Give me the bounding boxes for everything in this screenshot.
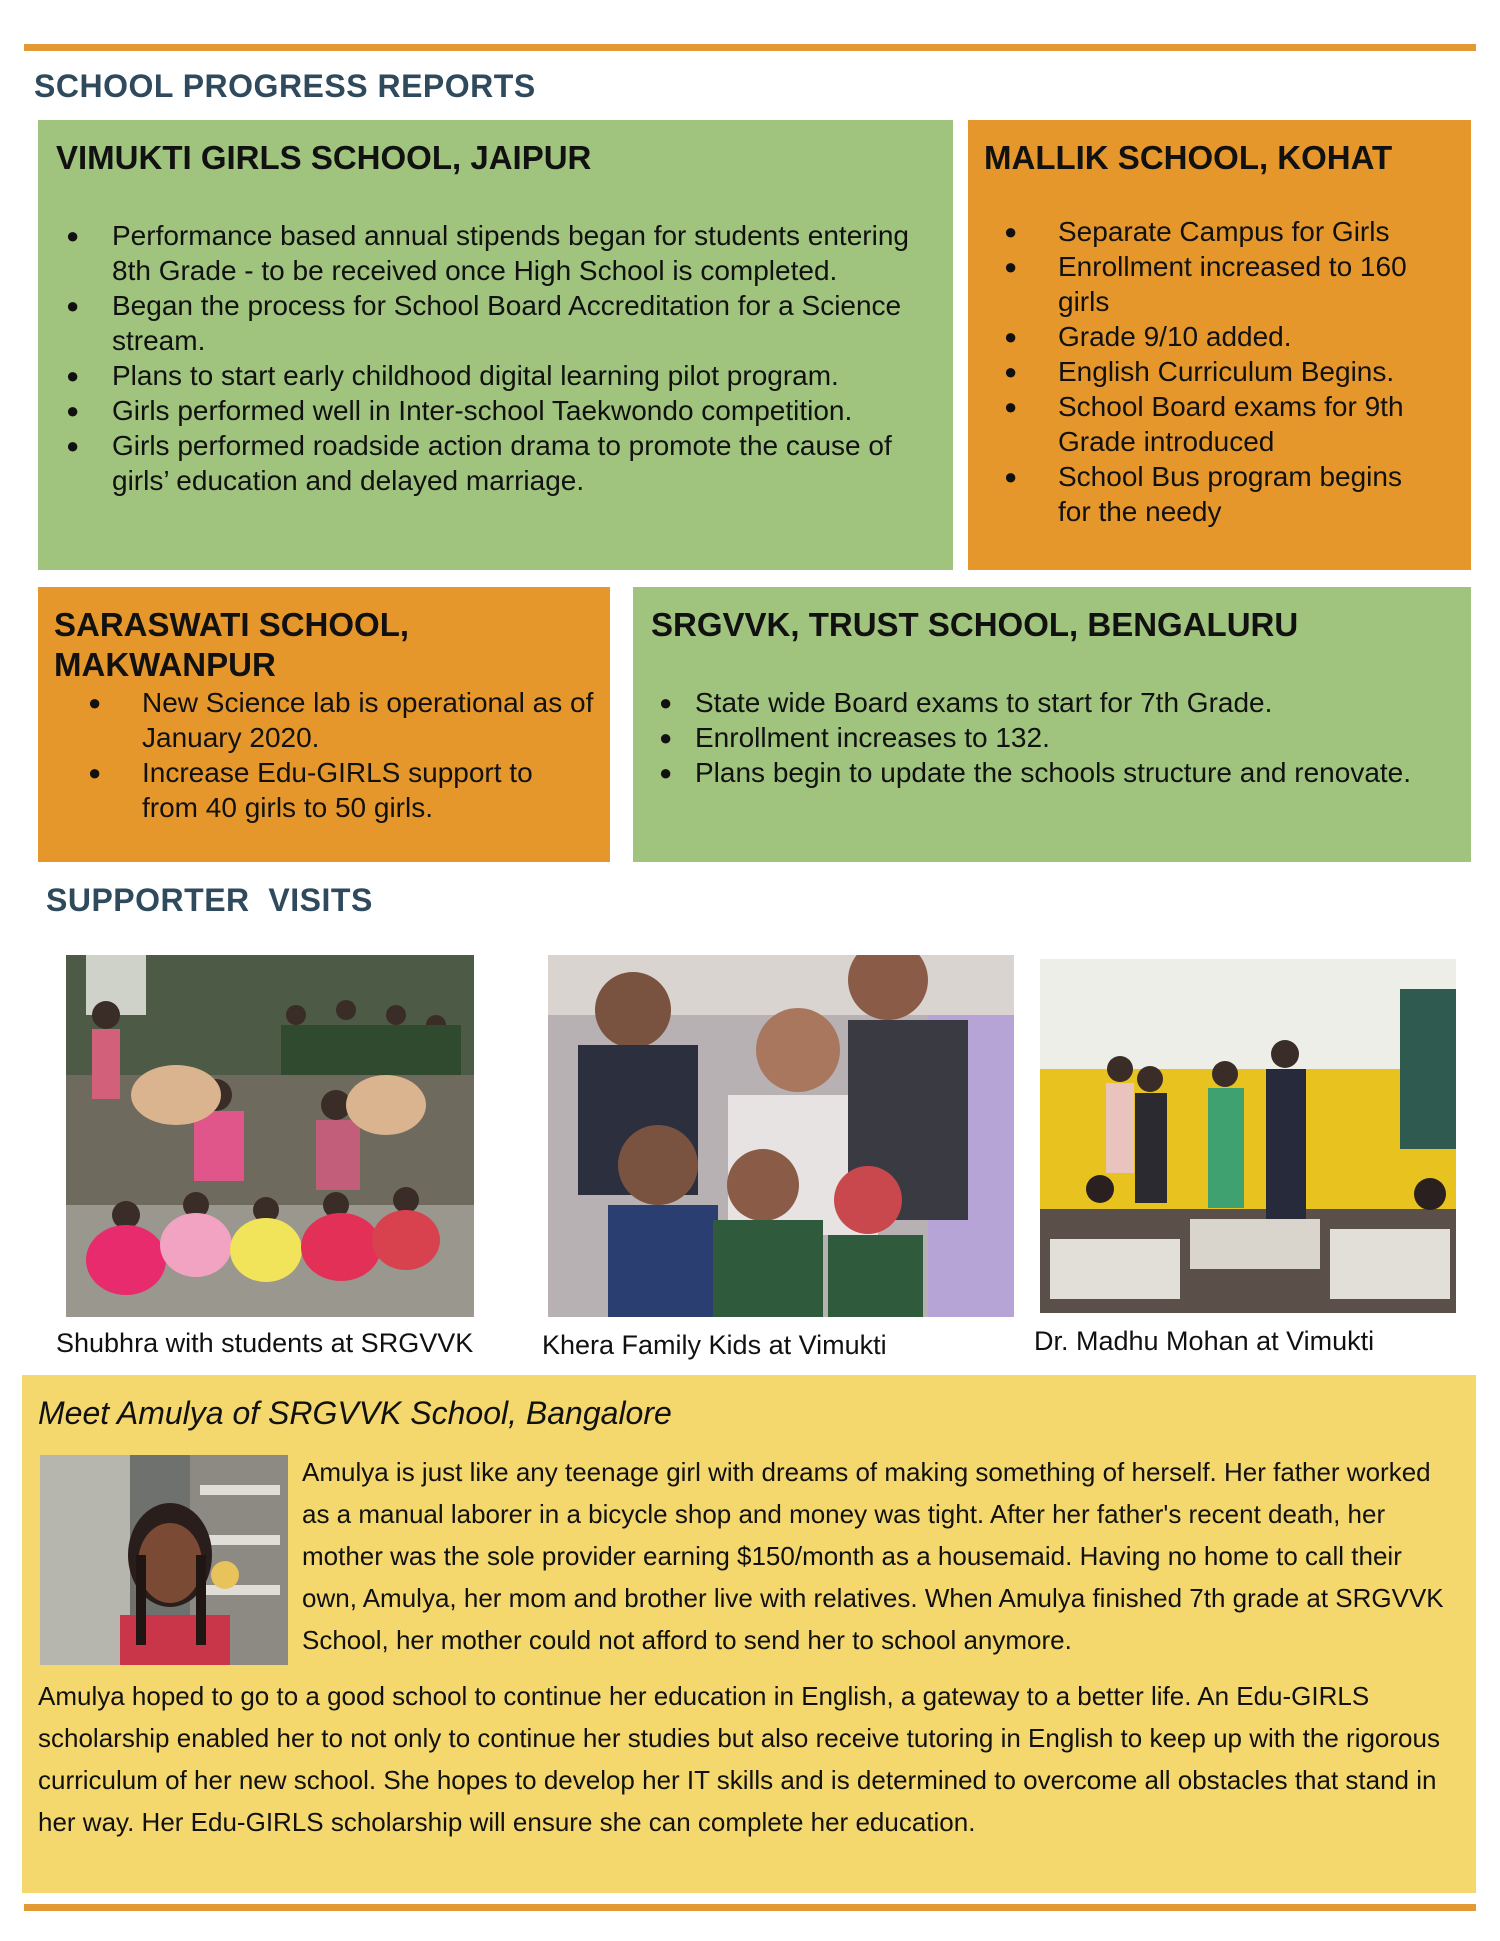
top-rule xyxy=(24,44,1476,51)
photo-khera-family xyxy=(548,955,1014,1317)
report-item: ● Enrollment increased to 160 girls xyxy=(990,249,1430,319)
photo-caption: Shubhra with students at SRGVVK xyxy=(56,1328,474,1358)
report-box-vimukti xyxy=(38,120,953,570)
story-paragraph: Amulya hoped to go to a good school to continue her education in English, a gateway to a better life. An Edu-GIRLS scholarship enabled her to not only to continue her studies but also receive tutoring in English to keep up with the rigorous curriculum of her new school. She hopes to develop her IT skills and is determined to overcome all obstacles that stand in her way. Her Edu-GIRLS scholarship will ensure she can complete her education. xyxy=(38,1681,1440,1837)
report-item: ● Girls performed roadside action drama to promote the cause of girls’ education and delayed marriage. xyxy=(62,428,942,498)
photo-shubhra-students xyxy=(66,955,474,1317)
report-box-srgvvk xyxy=(633,587,1471,862)
story-paragraph: Amulya is just like any teenage girl with dreams of making something of herself. Her father worked as a manual laborer in a bicycle shop and money was tight. After her father's recent death, her mother was the sole provider earning $150/month as a housemaid. Having no home to call their own, Amulya, her mom and brother live with relatives. When Amulya finished 7th grade at SRGVVK School, her mother could not afford to send her to school anymore. xyxy=(302,1457,1444,1655)
photo-caption: Khera Family Kids at Vimukti xyxy=(542,1330,887,1360)
report-title-vimukti: VIMUKTI GIRLS SCHOOL, JAIPUR xyxy=(56,139,592,176)
section-title-visits: SUPPORTER VISITS xyxy=(46,882,373,918)
bottom-rule xyxy=(24,1904,1476,1911)
report-item: ● Began the process for School Board Accreditation for a Science stream. xyxy=(62,288,942,358)
report-box-saraswati xyxy=(38,587,610,862)
report-list-vimukti xyxy=(62,218,942,498)
report-item: ● English Curriculum Begins. xyxy=(990,354,1430,389)
photo-madhu-mohan xyxy=(1040,959,1456,1313)
report-item: ● Grade 9/10 added. xyxy=(990,319,1430,354)
report-list-saraswati xyxy=(66,685,596,825)
report-item: ● New Science lab is operational as of January 2020. xyxy=(66,685,596,755)
photo-illustration xyxy=(66,955,474,1317)
report-item: ● Separate Campus for Girls xyxy=(990,214,1430,249)
photo-illustration xyxy=(40,1455,288,1665)
report-list-srgvvk xyxy=(655,685,1465,790)
report-item: ● Performance based annual stipends began for students entering 8th Grade - to be received once High School is completed. xyxy=(62,218,942,288)
report-list-mallik xyxy=(990,214,1430,529)
report-item: ● School Board exams for 9th Grade introduced xyxy=(990,389,1430,459)
photo-amulya xyxy=(40,1455,288,1665)
photo-caption: Dr. Madhu Mohan at Vimukti xyxy=(1034,1326,1375,1356)
report-box-mallik xyxy=(968,120,1471,570)
report-item: ● School Bus program begins for the needy xyxy=(990,459,1430,529)
story-title: Meet Amulya of SRGVVK School, Bangalore xyxy=(38,1395,672,1431)
report-item: ● Increase Edu-GIRLS support to from 40 girls to 50 girls. xyxy=(66,755,596,825)
report-item: ● State wide Board exams to start for 7th Grade. xyxy=(655,685,1465,720)
report-item: ● Plans begin to update the schools structure and renovate. xyxy=(655,755,1465,790)
report-item: ● Girls performed well in Inter-school Taekwondo competition. xyxy=(62,393,942,428)
report-title-mallik: MALLIK SCHOOL, KOHAT xyxy=(984,139,1393,176)
report-title-saraswati: SARASWATI SCHOOL, MAKWANPUR xyxy=(54,606,410,683)
photo-illustration xyxy=(1040,959,1456,1313)
photo-illustration xyxy=(548,955,1014,1317)
report-item: ● Enrollment increases to 132. xyxy=(655,720,1465,755)
report-item: ● Plans to start early childhood digital learning pilot program. xyxy=(62,358,942,393)
section-title-reports: SCHOOL PROGRESS REPORTS xyxy=(34,68,536,104)
report-title-srgvvk: SRGVVK, TRUST SCHOOL, BENGALURU xyxy=(651,606,1299,643)
student-story xyxy=(22,1375,1476,1893)
